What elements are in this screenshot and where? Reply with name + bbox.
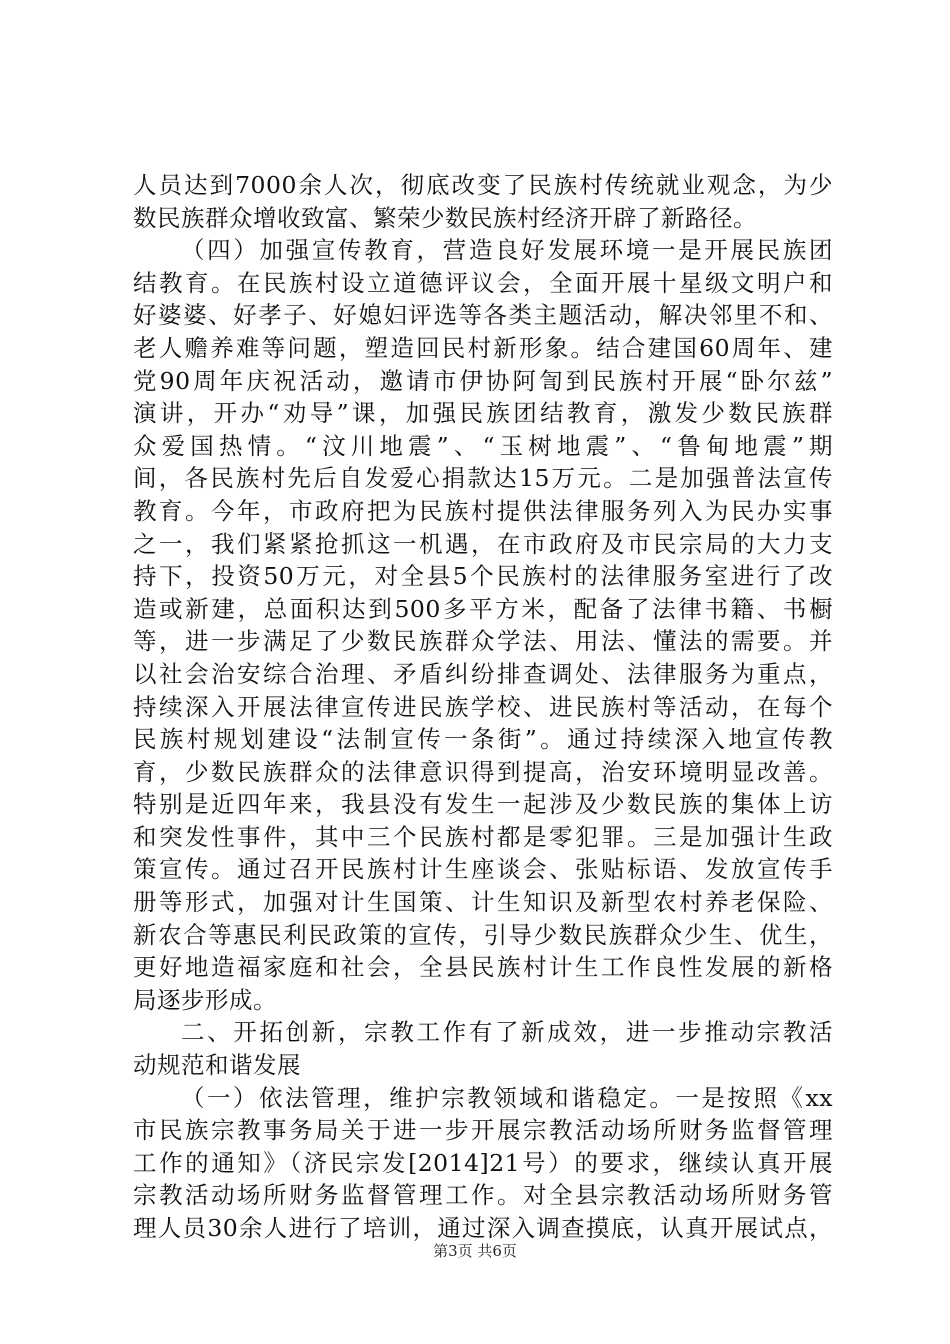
text-line: 结教育。在民族村设立道德评议会，全面开展十星级文明户和	[133, 268, 833, 297]
text-line: 人员达到7000余人次，彻底改变了民族村传统就业观念，为少	[133, 171, 833, 199]
page-number-footer: 第3页 共6页	[433, 1242, 517, 1260]
text-line: 新农合等惠民利民政策的宣传，引导少数民族群众少生、优生，	[133, 920, 833, 949]
text-line: 育，少数民族群众的法律意识得到提高，治安环境明显改善。	[133, 757, 833, 786]
text-line: 教育。今年，市政府把为民族村提供法律服务列入为民办实事	[133, 496, 833, 525]
text-line: 理人员30余人进行了培训，通过深入调查摸底，认真开展试点，	[133, 1214, 833, 1242]
section-heading-line: 二、开拓创新，宗教工作有了新成效，进一步推动宗教活	[181, 1018, 833, 1047]
document-body	[133, 169, 833, 1245]
text-line: 民族村规划建设“法制宣传一条街”。通过持续深入地宣传教	[133, 725, 833, 754]
text-line: 策宣传。通过召开民族村计生座谈会、张贴标语、发放宣传手	[133, 855, 833, 884]
text-line: 演讲，开办“劝导”课，加强民族团结教育，激发少数民族群	[133, 399, 833, 428]
text-line: 众爱国热情。“汶川地震”、“玉树地震”、“鲁甸地震”期	[133, 431, 833, 460]
section-heading-line: 动规范和谐发展	[133, 1051, 301, 1080]
text-line: 特别是近四年来，我县没有发生一起涉及少数民族的集体上访	[133, 790, 833, 819]
text-line: 以社会治安综合治理、矛盾纠纷排查调处、法律服务为重点，	[133, 659, 833, 688]
text-line: 党90周年庆祝活动，邀请市伊协阿訇到民族村开展“卧尔兹”	[133, 366, 833, 395]
text-line: 之一，我们紧紧抢抓这一机遇，在市政府及市民宗局的大力支	[133, 529, 833, 558]
text-line: 好婆婆、好孝子、好媳妇评选等各类主题活动，解决邻里不和、	[133, 301, 833, 330]
text-line: 持下，投资50万元，对全县5个民族村的法律服务室进行了改	[133, 562, 833, 591]
text-line: 老人赡养难等问题，塑造回民村新形象。结合建国60周年、建	[133, 333, 833, 362]
text-line: 和突发性事件，其中三个民族村都是零犯罪。三是加强计生政	[133, 822, 833, 851]
text-line: 持续深入开展法律宣传进民族学校、进民族村等活动，在每个	[133, 692, 833, 721]
text-line: 工作的通知》（济民宗发[2014]21号）的要求，继续认真开展	[133, 1148, 833, 1177]
text-line: 册等形式，加强对计生国策、计生知识及新型农村养老保险、	[133, 888, 833, 917]
text-line: 局逐步形成。	[133, 985, 277, 1014]
paragraph-first-line: （一）依法管理，维护宗教领域和谐稳定。一是按照《xx	[181, 1083, 833, 1112]
text-line: 更好地造福家庭和社会，全县民族村计生工作良性发展的新格	[133, 953, 833, 982]
paragraph-first-line: （四）加强宣传教育，营造良好发展环境一是开展民族团	[181, 236, 833, 265]
text-line: 等，进一步满足了少数民族群众学法、用法、懂法的需要。并	[133, 627, 833, 656]
text-line: 造或新建，总面积达到500多平方米，配备了法律书籍、书橱	[133, 594, 833, 623]
text-line: 数民族群众增收致富、繁荣少数民族村经济开辟了新路径。	[133, 203, 757, 232]
text-line: 间，各民族村先后自发爱心捐款达15万元。二是加强普法宣传	[133, 464, 833, 493]
text-line: 宗教活动场所财务监督管理工作。对全县宗教活动场所财务管	[133, 1181, 833, 1210]
text-line: 市民族宗教事务局关于进一步开展宗教活动场所财务监督管理	[133, 1116, 833, 1145]
